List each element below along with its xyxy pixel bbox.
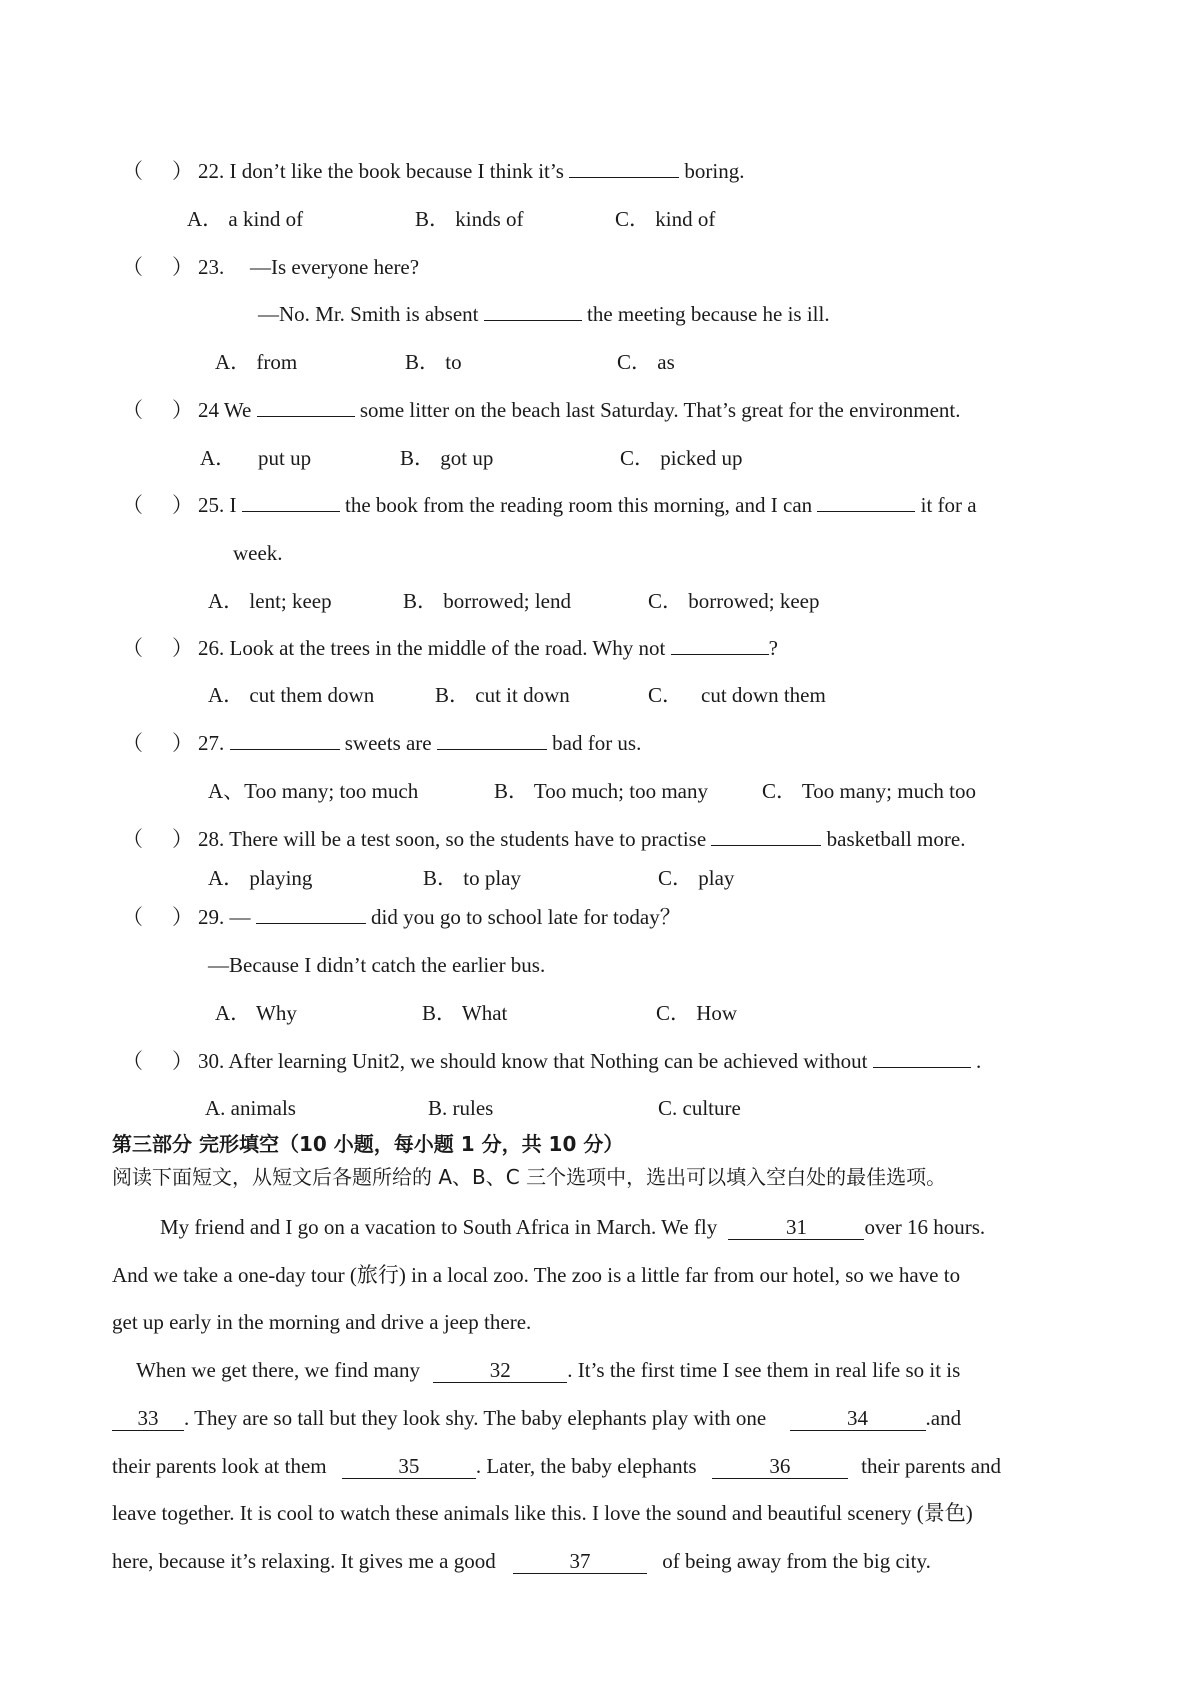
option-a: A． Why	[215, 1001, 297, 1025]
question-25-stem	[198, 491, 977, 519]
passage-line	[112, 1261, 960, 1289]
cloze-blank-33[interactable]: 33	[112, 1406, 184, 1431]
option-a-text: put up	[258, 446, 312, 470]
option-b: B． cut it down	[435, 683, 570, 707]
option-c: C．	[648, 683, 684, 707]
question-text: —Because I didn’t catch the earlier bus.	[208, 953, 546, 977]
cloze-blank-32[interactable]: 32	[433, 1358, 567, 1383]
passage-text: of being away from the big city.	[662, 1549, 931, 1573]
answer-paren-close: ）	[172, 636, 193, 660]
question-text: Look at the trees in the middle of the road. Why not	[229, 636, 666, 660]
section-instruction: 阅读下面短文，从短文后各题所给的 A、B、C 三个选项中，选出可以填入空白处的最佳选项。	[112, 1165, 947, 1189]
question-number: 27.	[198, 731, 225, 755]
question-26-stem	[198, 634, 778, 662]
passage-text: here, because it’s relaxing. It gives me a good	[112, 1549, 496, 1573]
option-c: C． play	[658, 866, 735, 890]
question-text: some litter on the beach last Saturday. That’s great for the environment.	[359, 398, 961, 422]
answer-paren-open: （	[122, 398, 143, 422]
passage-text: My friend and I go on a vacation to South Africa in March. We fly	[160, 1215, 718, 1239]
answer-blank[interactable]	[484, 300, 582, 321]
answer-blank[interactable]	[817, 491, 915, 512]
passage-line	[112, 1452, 1001, 1480]
passage-text: 旅行	[356, 1263, 399, 1287]
passage-text: get up early in the morning and drive a jeep there.	[112, 1310, 532, 1334]
question-text: did you go to school late for today？	[371, 905, 681, 929]
option-c: C. culture	[658, 1096, 741, 1120]
option-b: B． kinds of	[415, 207, 524, 231]
option-b: B． got up	[400, 446, 494, 470]
cloze-blank-34[interactable]: 34	[790, 1406, 926, 1431]
cloze-blank-36[interactable]: 36	[712, 1454, 848, 1479]
answer-paren-open: （	[122, 731, 143, 755]
option-a: A． playing	[208, 866, 313, 890]
option-a: A． a kind of	[187, 207, 304, 231]
question-text: .	[976, 1049, 982, 1073]
answer-paren-open: （	[122, 255, 143, 279]
passage-line	[112, 1499, 973, 1527]
passage-line	[112, 1404, 961, 1432]
passage-text: And we take a one-day tour (	[112, 1263, 357, 1287]
option-b: B． to	[405, 350, 462, 374]
question-text: I don’t like the book because I think it’s	[229, 159, 564, 183]
question-text: bad for us.	[552, 731, 642, 755]
option-b: B． borrowed; lend	[403, 589, 571, 613]
answer-paren-close: ）	[172, 493, 193, 517]
option-c: C． picked up	[620, 446, 743, 470]
answer-blank[interactable]	[873, 1047, 971, 1068]
question-30-stem	[198, 1047, 981, 1075]
option-b: B． What	[422, 1001, 508, 1025]
option-c: C． kind of	[615, 207, 716, 231]
passage-text: When we get there, we find many	[136, 1358, 420, 1382]
question-text: week.	[233, 541, 283, 565]
option-a: A． cut them down	[208, 683, 375, 707]
answer-paren-close: ）	[172, 827, 193, 851]
passage-line	[160, 1213, 985, 1241]
answer-blank[interactable]	[569, 157, 679, 178]
option-a: A. animals	[205, 1096, 296, 1120]
question-text: sweets are	[344, 731, 432, 755]
question-text: the meeting because he is ill.	[587, 302, 830, 326]
question-number: 23.	[198, 255, 225, 279]
section-title: 第三部分 完形填空（10 小题，每小题 1 分，共 10 分）	[112, 1132, 624, 1156]
question-number: 30.	[198, 1049, 225, 1073]
answer-blank[interactable]	[242, 491, 340, 512]
question-text: There will be a test soon, so the students have to practise	[229, 827, 707, 851]
option-a: A． from	[215, 350, 298, 374]
option-b: B． to play	[423, 866, 521, 890]
answer-blank[interactable]	[257, 396, 355, 417]
option-c: C． as	[617, 350, 675, 374]
question-number: 29. —	[198, 905, 251, 929]
answer-paren-close: ）	[172, 731, 193, 755]
answer-paren-close: ）	[172, 255, 193, 279]
answer-paren-open: （	[122, 636, 143, 660]
passage-text: .and	[925, 1406, 962, 1430]
option-a: A、Too many; too much	[208, 779, 419, 803]
question-24-stem	[198, 396, 961, 424]
option-c: C． borrowed; keep	[648, 589, 820, 613]
answer-paren-open: （	[122, 493, 143, 517]
passage-text: ) in a local zoo. The zoo is a little far from our hotel, so we have to	[398, 1263, 961, 1287]
passage-text: leave together. It is cool to watch these animals like this. I love the sound and beautiful scenery (	[112, 1501, 924, 1525]
answer-paren-close: ）	[172, 398, 193, 422]
question-27-stem	[198, 729, 641, 757]
option-c: C． How	[656, 1001, 738, 1025]
answer-paren-open: （	[122, 1049, 143, 1073]
passage-text: over 16 hours.	[864, 1215, 986, 1239]
answer-paren-close: ）	[172, 1049, 193, 1073]
passage-text: . They are so tall but they look shy. The baby elephants play with one	[184, 1406, 767, 1430]
passage-line	[112, 1547, 931, 1575]
option-c-text: cut down them	[701, 683, 826, 707]
answer-blank[interactable]	[711, 825, 821, 846]
question-text: the book from the reading room this morning, and I can	[345, 493, 813, 517]
cloze-blank-31[interactable]: 31	[728, 1215, 864, 1240]
question-text: it for a	[920, 493, 977, 517]
question-text: boring.	[684, 159, 745, 183]
answer-paren-open: （	[122, 159, 143, 183]
question-number: 25. I	[198, 493, 237, 517]
answer-blank[interactable]	[671, 634, 769, 655]
question-text: basketball more.	[826, 827, 966, 851]
question-text: —Is everyone here?	[250, 255, 420, 279]
question-number: 28.	[198, 827, 225, 851]
answer-blank[interactable]	[437, 729, 547, 750]
option-a: A．	[200, 446, 237, 470]
option-b: B． Too much; too many	[494, 779, 708, 803]
answer-paren-close: ）	[172, 905, 193, 929]
option-a: A． lent; keep	[208, 589, 332, 613]
question-22-stem	[198, 157, 744, 185]
passage-text: . It’s the first time I see them in real life so it is	[567, 1358, 961, 1382]
question-number: 24 We	[198, 398, 252, 422]
passage-text: . Later, the baby elephants	[475, 1454, 697, 1478]
passage-text: their parents look at them	[112, 1454, 327, 1478]
passage-text: 景色	[923, 1501, 966, 1525]
cloze-blank-35[interactable]: 35	[342, 1454, 476, 1479]
answer-paren-close: ）	[172, 159, 193, 183]
answer-blank[interactable]	[256, 903, 366, 924]
question-number: 26.	[198, 636, 225, 660]
answer-paren-open: （	[122, 827, 143, 851]
option-c: C． Too many; much too	[762, 779, 976, 803]
passage-text: )	[965, 1501, 973, 1525]
question-text: —No. Mr. Smith is absent	[258, 302, 479, 326]
question-28-stem	[198, 825, 965, 853]
option-b: B. rules	[428, 1096, 494, 1120]
answer-paren-open: （	[122, 905, 143, 929]
question-text: ?	[768, 636, 778, 660]
question-number: 22.	[198, 159, 225, 183]
cloze-blank-37[interactable]: 37	[513, 1549, 647, 1574]
question-29-stem	[198, 903, 681, 931]
answer-blank[interactable]	[230, 729, 340, 750]
passage-text: their parents and	[861, 1454, 1002, 1478]
passage-line	[136, 1356, 960, 1384]
question-23-line2	[258, 300, 830, 328]
question-text: After learning Unit2, we should know that Nothing can be achieved without	[228, 1049, 868, 1073]
